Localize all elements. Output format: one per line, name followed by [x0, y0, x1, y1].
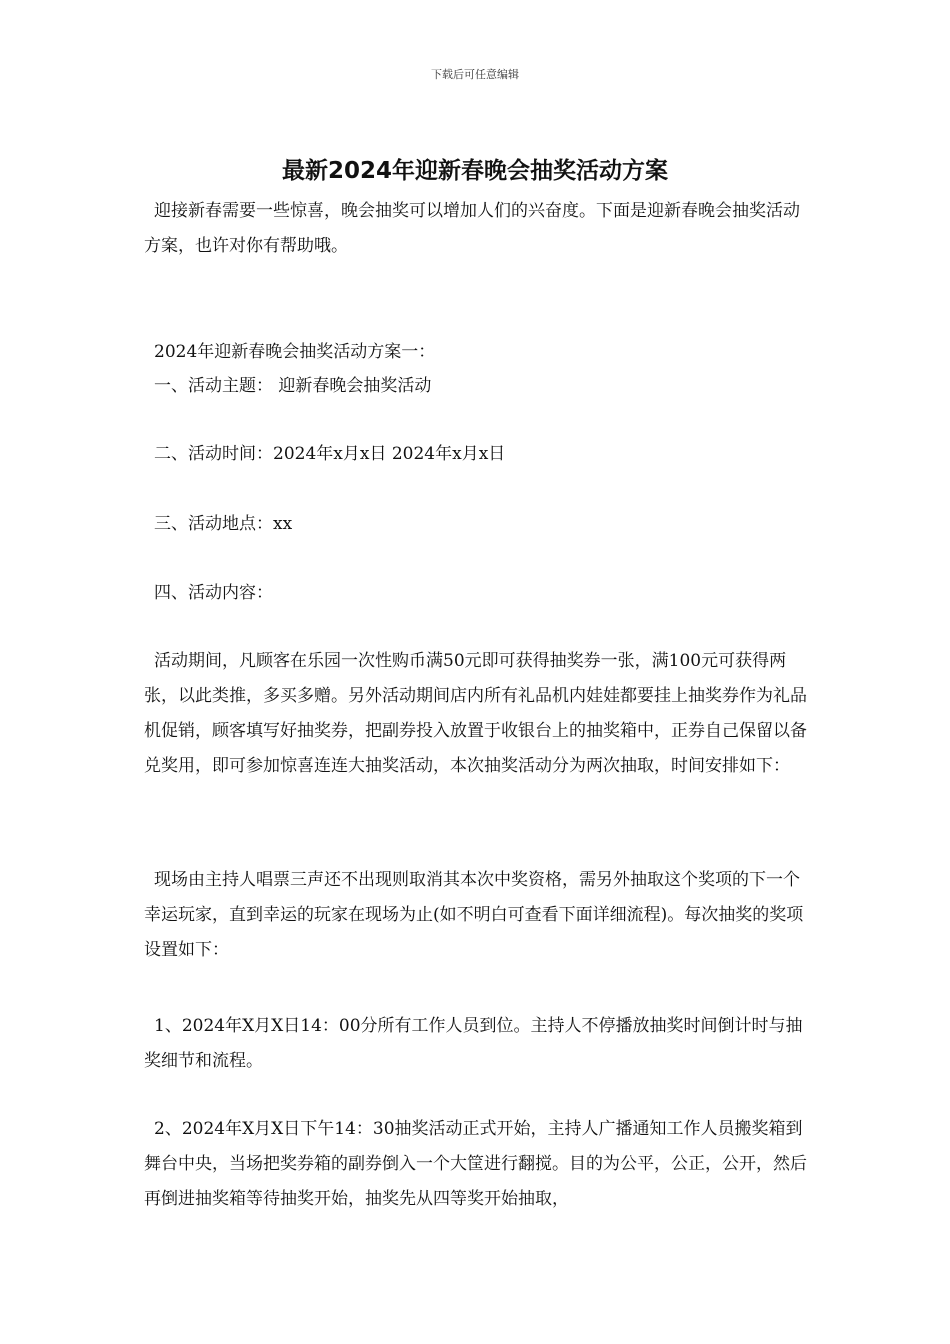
- header-note: 下载后可任意编辑: [431, 68, 519, 81]
- document-title: 最新2024年迎新春晚会抽奖活动方案: [281, 158, 668, 184]
- section-place: 三、活动地点：xx: [154, 514, 293, 534]
- rules-paragraph: 现场由主持人唱票三声还不出现则取消其本次中奖资格，需另外抽取这个奖项的下一个幸运玩家，直到幸运的玩家在现场为止(如不明白可查看下面详细流程)。每次抽奖的奖项设置如下：: [144, 870, 804, 960]
- section-time: 二、活动时间：2024年x月x日 2024年x月x日: [154, 444, 506, 464]
- activity-paragraph: 活动期间，凡顾客在乐园一次性购币满50元即可获得抽奖券一张，满100元可获得两张，以此类推，多买多赠。另外活动期间店内所有礼品机内娃娃都要挂上抽奖券作为礼品机促销，顾客填写好抽奖券，把副券投入放置于收银台上的抽奖箱中，正券自己保留以备兑奖用，即可参加惊喜连连大抽奖活动，本次抽奖活动分为两次抽取，时间安排如下：: [144, 651, 807, 776]
- section-theme: 一、活动主题： 迎新春晚会抽奖活动: [154, 376, 432, 396]
- step1-paragraph: 1、2024年X月X日14：00分所有工作人员到位。主持人不停播放抽奖时间倒计时与抽奖细节和流程。: [144, 1016, 803, 1071]
- step2-paragraph: 2、2024年X月X日下午14：30抽奖活动正式开始，主持人广播通知工作人员搬奖箱到舞台中央，当场把奖券箱的副券倒入一个大筐进行翻搅。目的为公平，公正，公开，然后再倒进抽奖箱等待抽奖开始，抽奖先从四等奖开始抽取，: [144, 1119, 807, 1209]
- section-content-heading: 四、活动内容：: [154, 583, 273, 603]
- intro-paragraph: 迎接新春需要一些惊喜，晚会抽奖可以增加人们的兴奋度。下面是迎新春晚会抽奖活动方案，也许对你有帮助哦。: [144, 201, 800, 256]
- plan-heading: 2024年迎新春晚会抽奖活动方案一：: [154, 342, 436, 362]
